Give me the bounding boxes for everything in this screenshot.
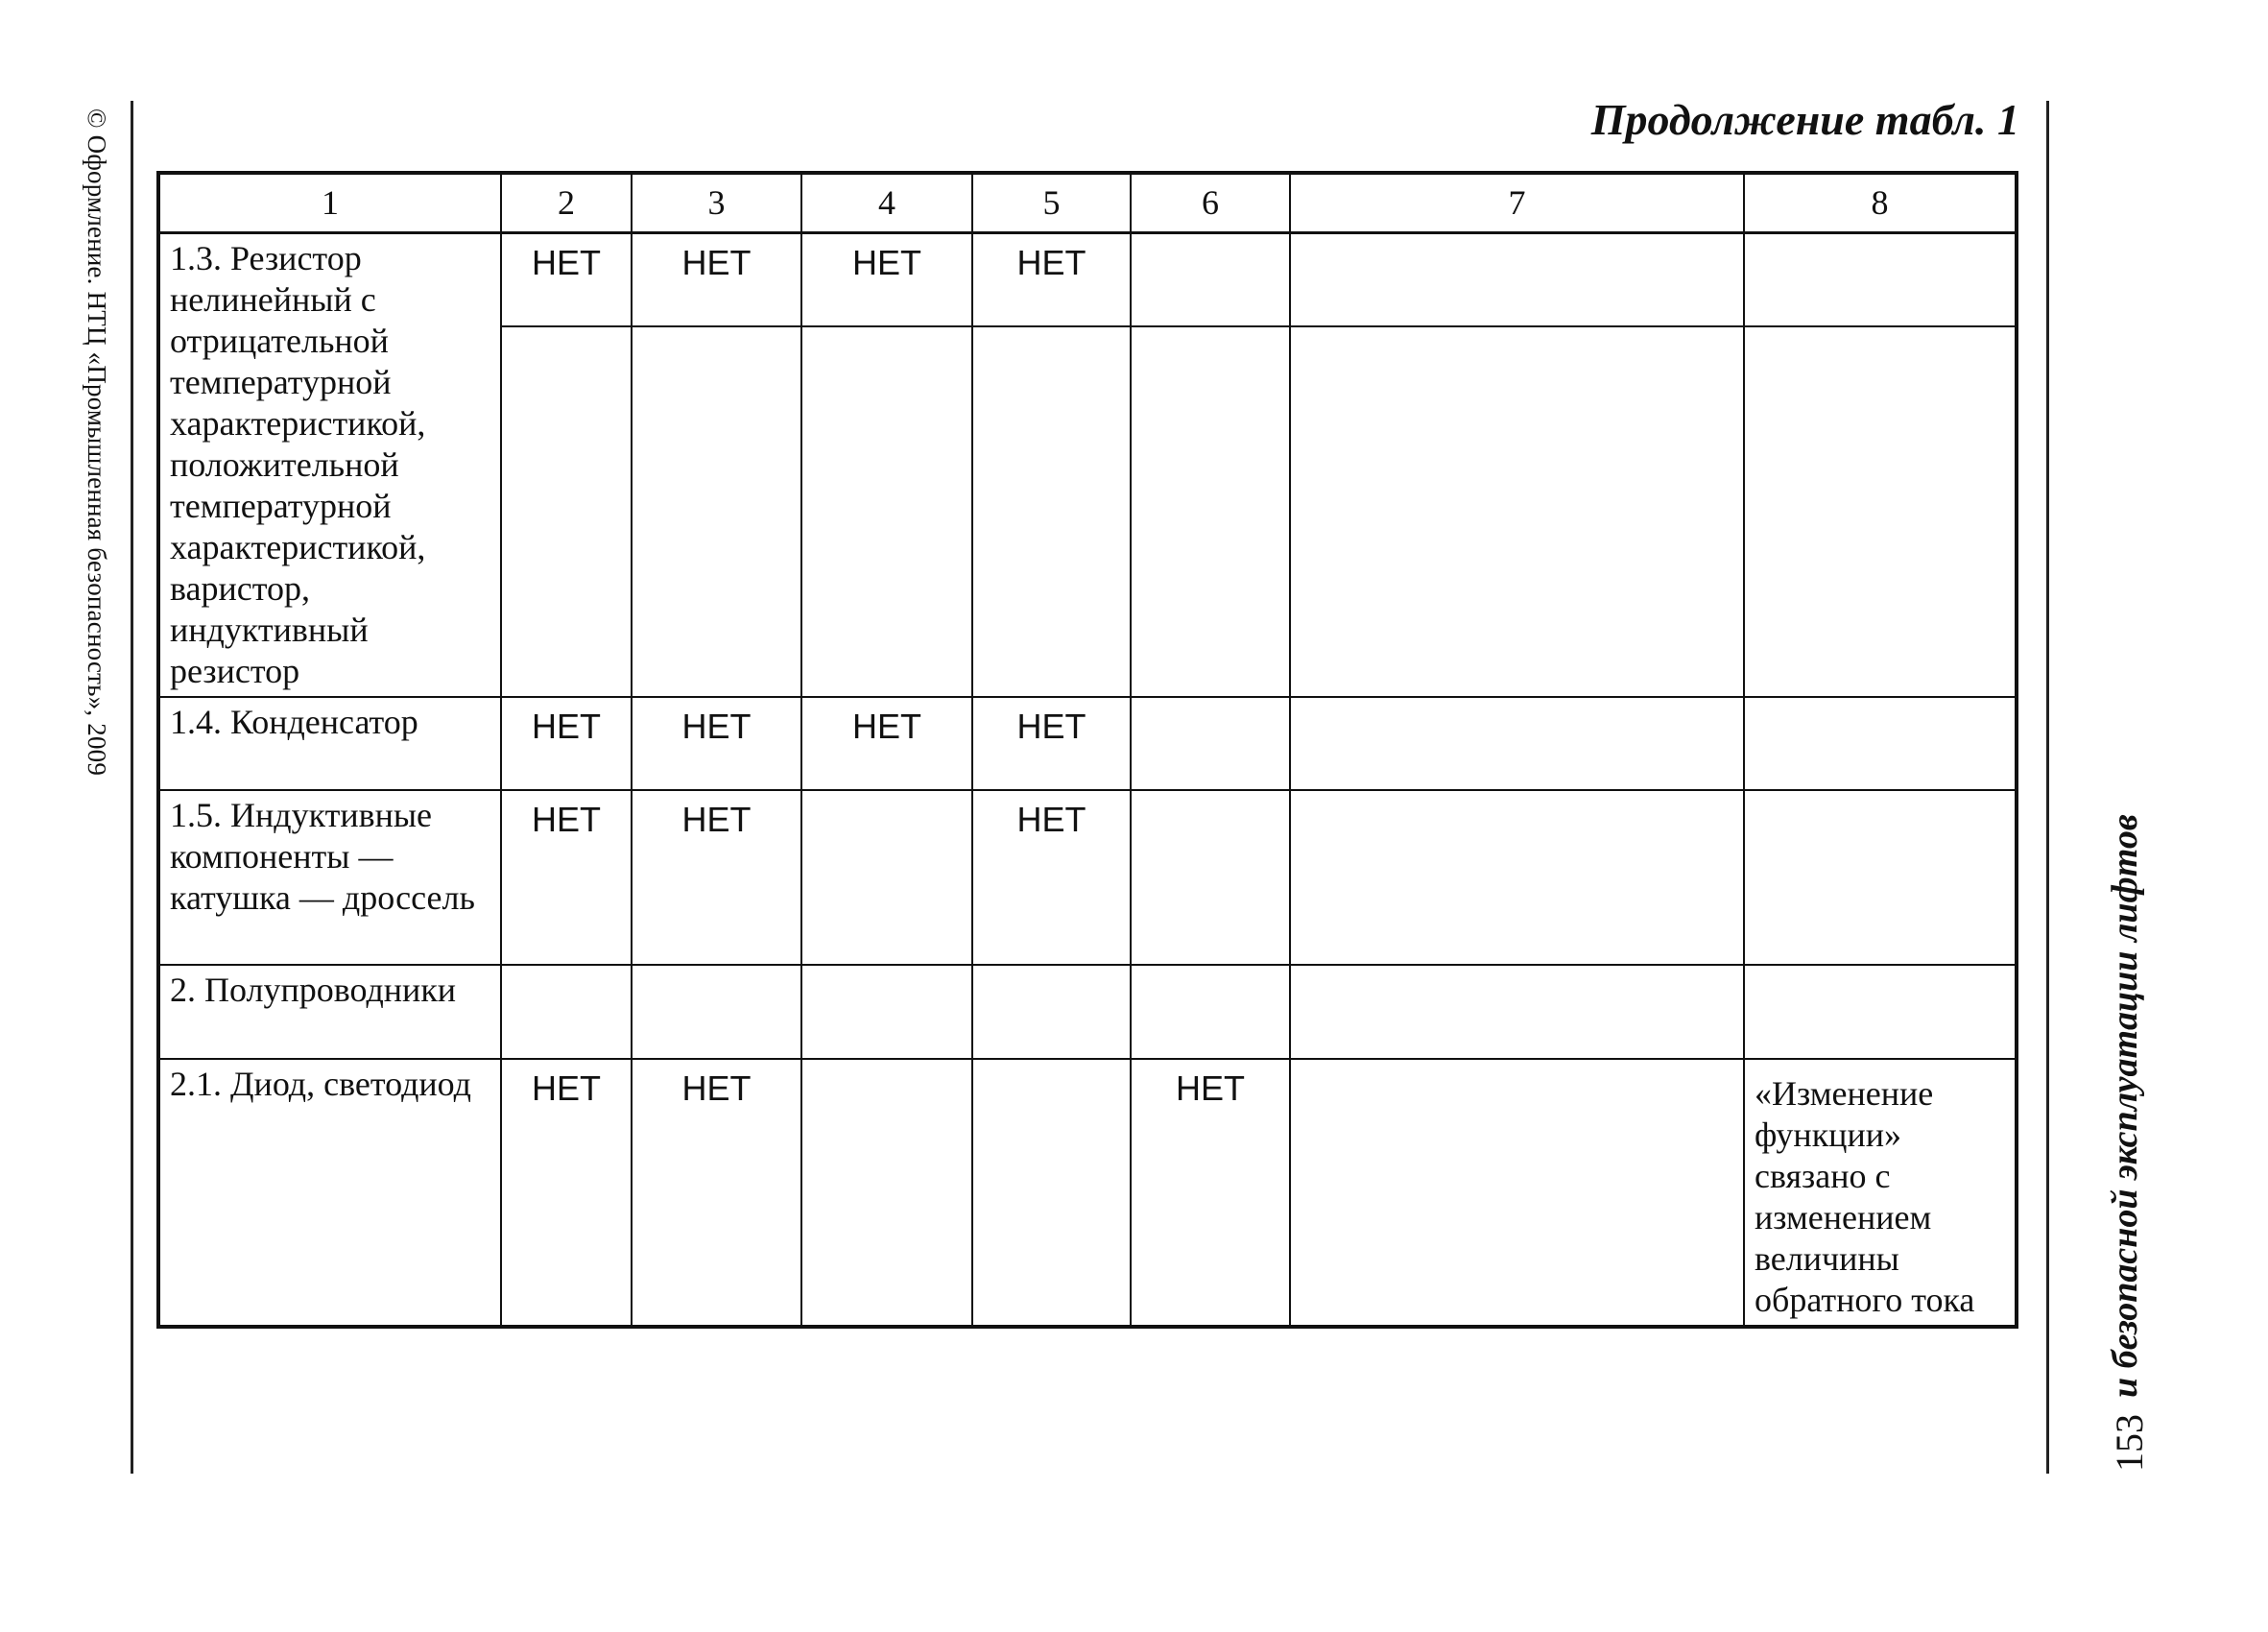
right-margin-rule [2046, 101, 2049, 1474]
row-2-col5 [972, 965, 1131, 1059]
row-2-label: 2. Полупроводники [158, 965, 501, 1059]
row-2-col6 [1131, 965, 1290, 1059]
row-1-3-col3: НЕТ [632, 232, 801, 326]
empty-cell [501, 326, 632, 697]
row-1-3-col5: НЕТ [972, 232, 1131, 326]
row-1-5-col7 [1290, 790, 1744, 965]
row-1-5-col5: НЕТ [972, 790, 1131, 965]
row-2-1-col7 [1290, 1059, 1744, 1327]
page-number: 153 [2108, 1414, 2151, 1472]
running-heading: и безопасной эксплуатации лифтов [2105, 814, 2145, 1398]
row-2-col7 [1290, 965, 1744, 1059]
empty-cell [1744, 326, 2017, 697]
row-1-4-col7 [1290, 697, 1744, 790]
row-1-3-col7 [1290, 232, 1744, 326]
row-2-1-col4 [801, 1059, 972, 1327]
header-cell-7: 7 [1290, 173, 1744, 232]
header-cell-1: 1 [158, 173, 501, 232]
row-1-3-col2: НЕТ [501, 232, 632, 326]
row-1-4-col5: НЕТ [972, 697, 1131, 790]
header-cell-2: 2 [501, 173, 632, 232]
left-margin-rule [131, 101, 133, 1474]
row-2-col8 [1744, 965, 2017, 1059]
row-2-col3 [632, 965, 801, 1059]
row-1-4-label: 1.4. Конденсатор [158, 697, 501, 790]
row-1-3-col4: НЕТ [801, 232, 972, 326]
table-row [158, 1059, 2017, 1327]
row-1-5-col3: НЕТ [632, 790, 801, 965]
table-row [158, 697, 2017, 790]
row-1-4-col4: НЕТ [801, 697, 972, 790]
row-1-3-col6 [1131, 232, 1290, 326]
row-2-1-label: 2.1. Диод, светодиод [158, 1059, 501, 1327]
row-1-5-label: 1.5. Индуктивные компоненты — катушка — дроссель [158, 790, 501, 965]
header-cell-3: 3 [632, 173, 801, 232]
row-2-col2 [501, 965, 632, 1059]
row-1-5-col2: НЕТ [501, 790, 632, 965]
row-2-col4 [801, 965, 972, 1059]
table-row [158, 790, 2017, 965]
row-2-1-col2: НЕТ [501, 1059, 632, 1327]
copyright-margin-text: © Оформление. НТЦ «Промышленная безопасность», 2009 [83, 108, 111, 777]
row-2-1-col3: НЕТ [632, 1059, 801, 1327]
components-table [156, 171, 2018, 1329]
row-1-3-label: 1.3. Резистор нелинейный с отрицательной температурной характеристикой, положительной температурной характеристикой, варистор, индуктивный резистор [158, 232, 501, 697]
header-cell-6: 6 [1131, 173, 1290, 232]
empty-cell [972, 326, 1131, 697]
empty-cell [1290, 326, 1744, 697]
row-1-4-col6 [1131, 697, 1290, 790]
row-1-3-col8 [1744, 232, 2017, 326]
row-2-1-col6: НЕТ [1131, 1059, 1290, 1327]
header-cell-4: 4 [801, 173, 972, 232]
table-header-row [158, 173, 2017, 232]
row-1-4-col3: НЕТ [632, 697, 801, 790]
header-cell-5: 5 [972, 173, 1131, 232]
row-2-1-col5 [972, 1059, 1131, 1327]
header-cell-8: 8 [1744, 173, 2017, 232]
row-2-1-note: «Изменение функции» связано с изменением величины обратного тока [1744, 1059, 2017, 1327]
row-1-4-col8 [1744, 697, 2017, 790]
row-1-5-col4 [801, 790, 972, 965]
row-1-4-col2: НЕТ [501, 697, 632, 790]
table-caption: Продолжение табл. 1 [1590, 95, 2019, 144]
empty-cell [632, 326, 801, 697]
empty-cell [1131, 326, 1290, 697]
row-1-5-col6 [1131, 790, 1290, 965]
table-row [158, 232, 2017, 326]
empty-cell [801, 326, 972, 697]
row-1-5-col8 [1744, 790, 2017, 965]
table-row [158, 965, 2017, 1059]
